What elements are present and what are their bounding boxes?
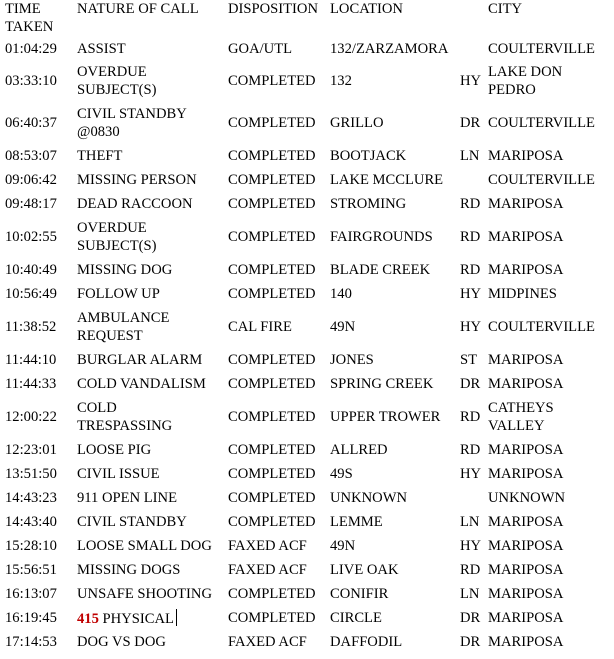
location-cell: FAIRGROUNDS: [330, 229, 433, 245]
time-cell: 16:13:07: [5, 586, 57, 602]
street-suffix-cell: ST: [460, 352, 478, 368]
street-suffix-cell: LN: [460, 514, 480, 530]
location-cell: JONES: [330, 352, 374, 368]
city-cell: MARIPOSA: [488, 376, 564, 392]
table-row: [0, 258, 614, 282]
street-suffix-cell: HY: [460, 538, 482, 554]
table-row: [0, 372, 614, 396]
time-cell: 09:48:17: [5, 196, 57, 212]
nature-cell: DOG VS DOG: [77, 634, 166, 650]
table-row: [0, 168, 614, 192]
disposition-cell: COMPLETED: [228, 610, 316, 626]
disposition-cell: COMPLETED: [228, 229, 316, 245]
table-row: [0, 102, 614, 144]
disposition-cell: COMPLETED: [228, 514, 316, 530]
time-cell: 14:43:23: [5, 490, 57, 506]
time-cell: 10:56:49: [5, 286, 57, 302]
nature-cell: LOOSE PIG: [77, 442, 152, 458]
disposition-cell: COMPLETED: [228, 352, 316, 368]
nature-cell: MISSING PERSON: [77, 172, 197, 188]
time-cell: 08:53:07: [5, 148, 57, 164]
location-cell: 49S: [330, 466, 353, 482]
street-suffix-cell: RD: [460, 409, 481, 425]
table-row: [0, 486, 614, 510]
nature-text: PHYSICAL: [102, 611, 174, 627]
nature-cell: [77, 609, 177, 628]
location-cell: 132: [330, 73, 352, 89]
city-cell: MARIPOSA: [488, 442, 564, 458]
city-cell: LAKE DON PEDRO: [488, 64, 563, 98]
location-cell: CONIFIR: [330, 586, 389, 602]
city-cell: COULTERVILLE: [488, 319, 595, 335]
time-cell: 01:04:29: [5, 41, 57, 57]
street-suffix-cell: RD: [460, 229, 481, 245]
table-row: [0, 606, 614, 630]
time-cell: 03:33:10: [5, 73, 57, 89]
table-row: [0, 282, 614, 306]
table-row: [0, 60, 614, 102]
street-suffix-cell: HY: [460, 286, 482, 302]
call-rows: [0, 38, 614, 654]
time-cell: 13:51:50: [5, 466, 57, 482]
location-cell: STROMING: [330, 196, 407, 212]
street-suffix-cell: LN: [460, 586, 480, 602]
table-row: [0, 582, 614, 606]
time-cell: 11:44:33: [5, 376, 57, 392]
header-location: LOCATION: [330, 1, 403, 17]
disposition-cell: COMPLETED: [228, 148, 316, 164]
disposition-cell: COMPLETED: [228, 73, 316, 89]
street-suffix-cell: DR: [460, 376, 481, 392]
street-suffix-cell: RD: [460, 196, 481, 212]
street-suffix-cell: RD: [460, 442, 481, 458]
header-nature-of-call: NATURE OF CALL: [77, 1, 199, 17]
text-cursor: [176, 609, 177, 626]
city-cell: MARIPOSA: [488, 229, 564, 245]
disposition-cell: COMPLETED: [228, 442, 316, 458]
table-row: [0, 216, 614, 258]
time-cell: 16:19:45: [5, 610, 57, 626]
table-row: [0, 438, 614, 462]
time-cell: 12:23:01: [5, 442, 57, 458]
header-disposition: DISPOSITION: [228, 1, 318, 17]
disposition-cell: COMPLETED: [228, 286, 316, 302]
time-cell: 17:14:53: [5, 634, 57, 650]
city-cell: MIDPINES: [488, 286, 557, 302]
nature-cell: CIVIL STANDBY @0830: [77, 106, 187, 140]
call-code-highlight: 415: [77, 611, 99, 627]
nature-cell: OVERDUE SUBJECT(S): [77, 220, 157, 254]
location-cell: BOOTJACK: [330, 148, 407, 164]
street-suffix-cell: LN: [460, 148, 480, 164]
table-row: [0, 38, 614, 60]
time-cell: 11:38:52: [5, 319, 57, 335]
location-cell: DAFFODIL: [330, 634, 403, 650]
nature-cell: COLD VANDALISM: [77, 376, 206, 392]
location-cell: ALLRED: [330, 442, 388, 458]
city-cell: MARIPOSA: [488, 538, 564, 554]
nature-cell: UNSAFE SHOOTING: [77, 586, 212, 602]
nature-cell: CIVIL STANDBY: [77, 514, 187, 530]
disposition-cell: FAXED ACF: [228, 634, 307, 650]
nature-cell: DEAD RACCOON: [77, 196, 193, 212]
city-cell: MARIPOSA: [488, 148, 564, 164]
street-suffix-cell: RD: [460, 562, 481, 578]
city-cell: MARIPOSA: [488, 514, 564, 530]
location-cell: LEMME: [330, 514, 383, 530]
table-row: [0, 558, 614, 582]
time-cell: 15:28:10: [5, 538, 57, 554]
location-cell: BLADE CREEK: [330, 262, 431, 278]
location-cell: CIRCLE: [330, 610, 382, 626]
nature-cell: THEFT: [77, 148, 123, 164]
location-cell: 132/ZARZAMORA: [330, 41, 449, 57]
table-row: [0, 534, 614, 558]
time-cell: 10:02:55: [5, 229, 57, 245]
street-suffix-cell: HY: [460, 319, 482, 335]
table-row: [0, 144, 614, 168]
nature-cell: MISSING DOGS: [77, 562, 181, 578]
header-city: CITY: [488, 1, 523, 17]
location-cell: LAKE MCCLURE: [330, 172, 444, 188]
table-row: [0, 306, 614, 348]
location-cell: 140: [330, 286, 352, 302]
disposition-cell: COMPLETED: [228, 376, 316, 392]
table-row: [0, 510, 614, 534]
city-cell: MARIPOSA: [488, 634, 564, 650]
city-cell: COULTERVILLE: [488, 41, 595, 57]
nature-cell: AMBULANCE REQUEST: [77, 310, 170, 344]
nature-cell: 911 OPEN LINE: [77, 490, 177, 506]
city-cell: MARIPOSA: [488, 352, 564, 368]
disposition-cell: COMPLETED: [228, 262, 316, 278]
street-suffix-cell: HY: [460, 466, 482, 482]
city-cell: MARIPOSA: [488, 262, 564, 278]
location-cell: LIVE OAK: [330, 562, 399, 578]
disposition-cell: COMPLETED: [228, 586, 316, 602]
nature-cell: LOOSE SMALL DOG: [77, 538, 212, 554]
city-cell: MARIPOSA: [488, 610, 564, 626]
city-cell: CATHEYS VALLEY: [488, 400, 554, 434]
street-suffix-cell: DR: [460, 115, 481, 131]
nature-cell: ASSIST: [77, 41, 126, 57]
street-suffix-cell: HY: [460, 73, 482, 89]
disposition-cell: COMPLETED: [228, 409, 316, 425]
city-cell: UNKNOWN: [488, 490, 566, 506]
city-cell: COULTERVILLE: [488, 115, 595, 131]
nature-cell: COLD TRESPASSING: [77, 400, 173, 434]
table-row: [0, 348, 614, 372]
nature-cell: OVERDUE SUBJECT(S): [77, 64, 157, 98]
disposition-cell: COMPLETED: [228, 196, 316, 212]
time-cell: 12:00:22: [5, 409, 57, 425]
city-cell: MARIPOSA: [488, 466, 564, 482]
disposition-cell: COMPLETED: [228, 172, 316, 188]
table-row: [0, 192, 614, 216]
header-time-taken: TIME TAKEN: [5, 1, 54, 35]
table-row: [0, 396, 614, 438]
table-row: [0, 462, 614, 486]
city-cell: MARIPOSA: [488, 562, 564, 578]
nature-cell: BURGLAR ALARM: [77, 352, 203, 368]
time-cell: 06:40:37: [5, 115, 57, 131]
city-cell: MARIPOSA: [488, 196, 564, 212]
nature-cell: FOLLOW UP: [77, 286, 160, 302]
city-cell: MARIPOSA: [488, 586, 564, 602]
street-suffix-cell: RD: [460, 262, 481, 278]
city-cell: COULTERVILLE: [488, 172, 595, 188]
disposition-cell: CAL FIRE: [228, 319, 292, 335]
time-cell: 11:44:10: [5, 352, 57, 368]
time-cell: 10:40:49: [5, 262, 57, 278]
nature-cell: MISSING DOG: [77, 262, 173, 278]
location-cell: 49N: [330, 538, 356, 554]
street-suffix-cell: DR: [460, 610, 481, 626]
location-cell: GRILLO: [330, 115, 384, 131]
disposition-cell: FAXED ACF: [228, 538, 307, 554]
location-cell: SPRING CREEK: [330, 376, 434, 392]
disposition-cell: COMPLETED: [228, 115, 316, 131]
time-cell: 09:06:42: [5, 172, 57, 188]
disposition-cell: FAXED ACF: [228, 562, 307, 578]
disposition-cell: COMPLETED: [228, 490, 316, 506]
location-cell: UNKNOWN: [330, 490, 408, 506]
street-suffix-cell: DR: [460, 634, 481, 650]
location-cell: 49N: [330, 319, 356, 335]
location-cell: UPPER TROWER: [330, 409, 441, 425]
time-cell: 15:56:51: [5, 562, 57, 578]
nature-cell: CIVIL ISSUE: [77, 466, 160, 482]
disposition-cell: COMPLETED: [228, 466, 316, 482]
table-row: [0, 630, 614, 654]
time-cell: 14:43:40: [5, 514, 57, 530]
header-row: [0, 0, 614, 38]
disposition-cell: GOA/UTL: [228, 41, 293, 57]
